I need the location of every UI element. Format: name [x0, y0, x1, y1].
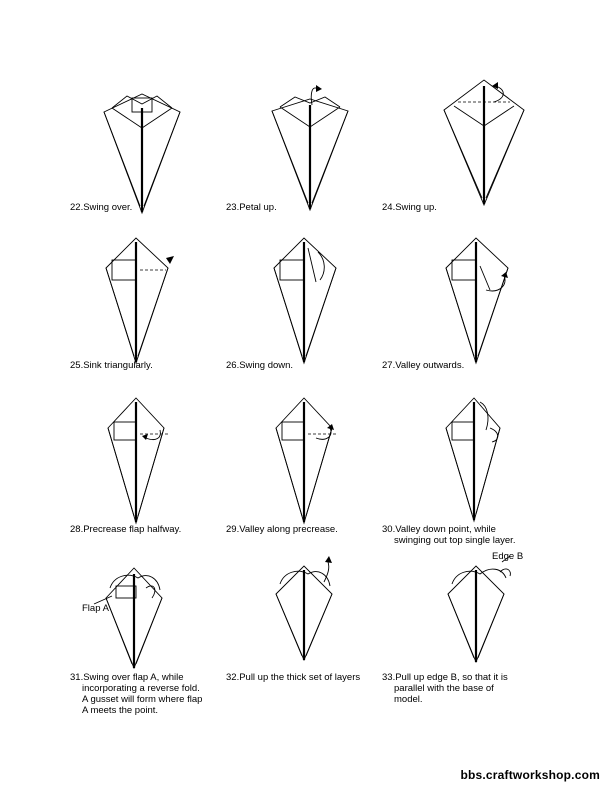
- caption-line: A gusset will form where flap: [82, 694, 203, 705]
- caption-step-28: [70, 524, 181, 535]
- caption-step-24: [382, 202, 437, 213]
- diagram-24-drawing: [424, 80, 544, 205]
- caption-line: 28.Precrease flap halfway.: [70, 524, 182, 535]
- caption-line: 27.Valley outwards.: [382, 360, 465, 371]
- diagram-step-29: [258, 398, 378, 523]
- diagram-29-drawing: [258, 398, 378, 523]
- diagram-step-26: [256, 238, 376, 363]
- caption-line: 30.Valley down point, while: [382, 524, 496, 535]
- diagram-23-drawing: [250, 85, 370, 210]
- diagram-30-drawing: [430, 396, 550, 521]
- caption-step-25: [70, 360, 153, 371]
- diagram-32-drawing: [268, 560, 388, 685]
- caption-step-29: [226, 524, 338, 535]
- diagram-step-32: [268, 560, 388, 685]
- caption-step-26: [226, 360, 293, 371]
- diagram-step-28: [90, 398, 210, 523]
- caption-line: 22.Swing over.: [70, 202, 133, 213]
- caption-line: 32.Pull up the thick set of layers: [226, 672, 361, 683]
- diagram-step-23: [250, 85, 370, 210]
- caption-line: 29.Valley along precrease.: [226, 524, 338, 535]
- caption-step-32: [226, 672, 360, 683]
- diagram-step-30: [430, 396, 550, 521]
- caption-step-27: [382, 360, 464, 371]
- caption-step-30: [382, 524, 515, 546]
- caption-step-31: [70, 672, 202, 716]
- edge-b-label: Edge B: [492, 551, 524, 562]
- diagram-25-drawing: [88, 238, 208, 363]
- diagram-step-22: [82, 88, 202, 213]
- diagram-33-drawing: [440, 562, 560, 687]
- site-watermark: bbs.craftworkshop.com: [460, 768, 600, 782]
- caption-step-23: [226, 202, 277, 213]
- caption-line: model.: [394, 694, 423, 705]
- caption-line: A meets the point.: [82, 705, 159, 716]
- diagram-step-24: [424, 80, 544, 205]
- caption-step-33: [382, 672, 508, 705]
- diagram-27-drawing: [428, 238, 548, 363]
- caption-line: 23.Petal up.: [226, 202, 277, 213]
- caption-line: 26.Swing down.: [226, 360, 294, 371]
- diagram-step-27: [428, 238, 548, 363]
- caption-line: 25.Sink triangularly.: [70, 360, 153, 371]
- diagram-step-25: [88, 238, 208, 363]
- caption-line: parallel with the base of: [394, 683, 494, 694]
- caption-line: 33.Pull up edge B, so that it is: [382, 672, 508, 683]
- caption-line: swinging out top single layer.: [394, 535, 516, 546]
- caption-line: 31.Swing over flap A, while: [70, 672, 184, 683]
- diagram-28-drawing: [90, 398, 210, 523]
- diagram-22-drawing: [82, 88, 202, 213]
- caption-line: incorporating a reverse fold.: [82, 683, 200, 694]
- caption-line: 24.Swing up.: [382, 202, 437, 213]
- flap-a-label: Flap A: [82, 603, 109, 614]
- diagram-26-drawing: [256, 238, 376, 363]
- caption-step-22: [70, 202, 132, 213]
- diagram-step-33: [440, 562, 560, 687]
